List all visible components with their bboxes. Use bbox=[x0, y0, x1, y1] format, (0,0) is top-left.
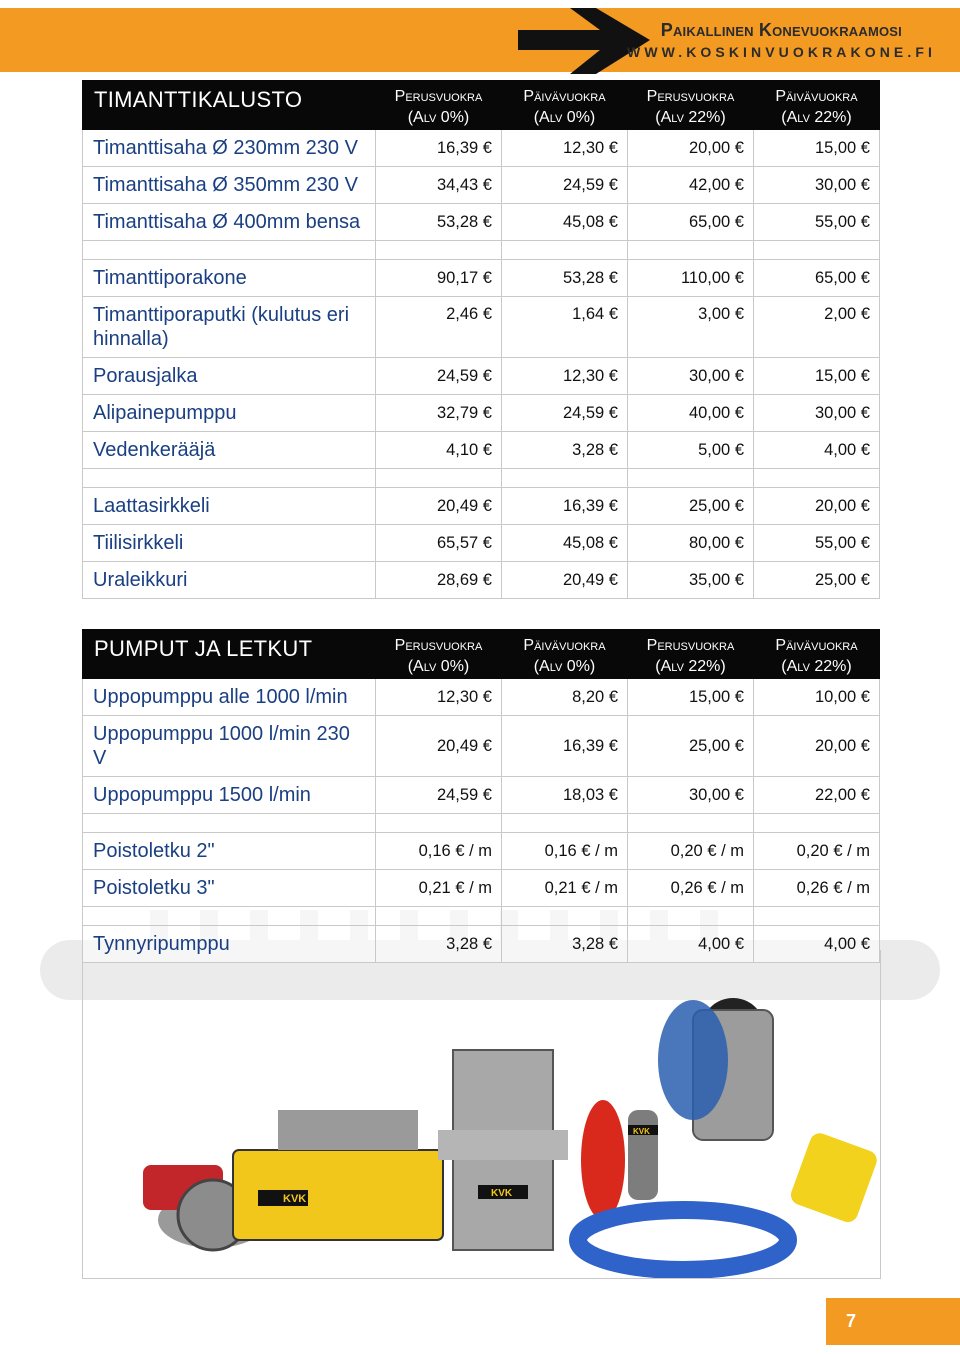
price-cell: 40,00 € bbox=[628, 395, 754, 432]
column-header-label: Päivävuokra bbox=[523, 87, 606, 105]
submersible-pump-icon bbox=[581, 1100, 658, 1220]
price-cell: 80,00 € bbox=[628, 525, 754, 562]
column-header bbox=[628, 630, 754, 679]
brand-url: WWW.KOSKINVUOKRAKONE.FI bbox=[627, 44, 936, 60]
column-header-vat: (Alv 22%) bbox=[655, 108, 726, 126]
table-header-row bbox=[83, 630, 880, 679]
price-cell: 53,28 € bbox=[376, 204, 502, 241]
table-row bbox=[83, 130, 880, 167]
column-header-vat: (Alv 0%) bbox=[407, 108, 470, 126]
price-cell: 16,39 € bbox=[502, 716, 628, 777]
product-name: Vedenkerääjä bbox=[83, 432, 376, 469]
price-cell: 24,59 € bbox=[502, 395, 628, 432]
table-row bbox=[83, 870, 880, 907]
column-header-vat: (Alv 0%) bbox=[533, 108, 596, 126]
table-row bbox=[83, 432, 880, 469]
spacer-cell bbox=[376, 814, 502, 833]
column-header-vat: (Alv 0%) bbox=[533, 657, 596, 675]
spacer-cell bbox=[628, 469, 754, 488]
spacer-cell bbox=[83, 241, 376, 260]
product-name: Poistoletku 3" bbox=[83, 870, 376, 907]
blue-hose-icon bbox=[578, 1210, 788, 1270]
spacer-cell bbox=[754, 814, 880, 833]
table-spacer-row bbox=[83, 241, 880, 260]
price-cell: 16,39 € bbox=[376, 130, 502, 167]
spacer-cell bbox=[376, 907, 502, 926]
price-cell: 5,00 € bbox=[628, 432, 754, 469]
product-name: Alipainepumppu bbox=[83, 395, 376, 432]
column-header-label: Perusvuokra bbox=[394, 87, 483, 105]
price-cell: 45,08 € bbox=[502, 525, 628, 562]
table-row bbox=[83, 833, 880, 870]
price-cell: 3,28 € bbox=[502, 432, 628, 469]
product-name: Timanttisaha Ø 400mm bensa bbox=[83, 204, 376, 241]
table-row bbox=[83, 525, 880, 562]
product-name: Tiilisirkkeli bbox=[83, 525, 376, 562]
column-header-vat: (Alv 22%) bbox=[781, 657, 852, 675]
table-row bbox=[83, 679, 880, 716]
equipment-label: KVK bbox=[633, 1127, 650, 1136]
price-cell: 20,00 € bbox=[628, 130, 754, 167]
price-cell: 55,00 € bbox=[754, 204, 880, 241]
price-cell: 25,00 € bbox=[628, 716, 754, 777]
price-cell: 12,30 € bbox=[502, 130, 628, 167]
spacer-cell bbox=[628, 241, 754, 260]
spacer-cell bbox=[376, 469, 502, 488]
price-cell: 15,00 € bbox=[754, 130, 880, 167]
product-name: Uraleikkuri bbox=[83, 562, 376, 599]
column-header-label: Perusvuokra bbox=[646, 636, 735, 654]
price-cell: 45,08 € bbox=[502, 204, 628, 241]
column-header bbox=[754, 630, 880, 679]
table-spacer-row bbox=[83, 907, 880, 926]
price-cell: 25,00 € bbox=[628, 488, 754, 525]
column-header bbox=[376, 81, 502, 130]
table-row bbox=[83, 777, 880, 814]
large-pump-icon bbox=[658, 998, 773, 1140]
equipment-label: 15m KVK bbox=[618, 1237, 689, 1254]
column-header bbox=[754, 81, 880, 130]
price-cell: 30,00 € bbox=[754, 167, 880, 204]
price-cell: 90,17 € bbox=[376, 260, 502, 297]
price-cell: 3,28 € bbox=[376, 926, 502, 963]
price-cell: 22,00 € bbox=[754, 777, 880, 814]
price-cell: 65,00 € bbox=[754, 260, 880, 297]
price-cell: 30,00 € bbox=[628, 358, 754, 395]
table-row bbox=[83, 562, 880, 599]
table-row bbox=[83, 395, 880, 432]
column-header-label: Päivävuokra bbox=[523, 636, 606, 654]
price-cell: 20,00 € bbox=[754, 488, 880, 525]
price-cell: 0,26 € / m bbox=[628, 870, 754, 907]
table-row bbox=[83, 260, 880, 297]
price-cell: 53,28 € bbox=[502, 260, 628, 297]
column-header-vat: (Alv 0%) bbox=[407, 657, 470, 675]
column-header bbox=[628, 81, 754, 130]
equipment-illustration bbox=[83, 950, 880, 1278]
product-name: Uppopumppu 1500 l/min bbox=[83, 777, 376, 814]
price-cell: 20,49 € bbox=[376, 716, 502, 777]
spacer-cell bbox=[628, 907, 754, 926]
price-cell: 0,26 € / m bbox=[754, 870, 880, 907]
equipment-label: KVK bbox=[491, 1188, 513, 1199]
price-cell: 2,00 € bbox=[754, 297, 880, 358]
price-cell: 32,79 € bbox=[376, 395, 502, 432]
price-cell: 28,69 € bbox=[376, 562, 502, 599]
spacer-cell bbox=[83, 814, 376, 833]
spacer-cell bbox=[83, 469, 376, 488]
price-cell: 0,20 € / m bbox=[754, 833, 880, 870]
brand-title: Paikallinen Konevuokraamosi bbox=[660, 20, 902, 40]
table-row bbox=[83, 297, 880, 358]
product-name: Timanttisaha Ø 350mm 230 V bbox=[83, 167, 376, 204]
equipment-label: KVK bbox=[283, 1193, 307, 1205]
product-name: Timanttiporaputki (kulutus eri hinnalla) bbox=[83, 297, 376, 358]
spacer-cell bbox=[83, 907, 376, 926]
price-cell: 25,00 € bbox=[754, 562, 880, 599]
table-row bbox=[83, 488, 880, 525]
price-cell: 34,43 € bbox=[376, 167, 502, 204]
price-cell: 3,28 € bbox=[502, 926, 628, 963]
product-name: Tynnyripumppu bbox=[83, 926, 376, 963]
price-cell: 20,49 € bbox=[376, 488, 502, 525]
table-row bbox=[83, 204, 880, 241]
spacer-cell bbox=[754, 241, 880, 260]
price-cell: 15,00 € bbox=[628, 679, 754, 716]
price-cell: 24,59 € bbox=[376, 358, 502, 395]
spacer-cell bbox=[502, 814, 628, 833]
column-header bbox=[502, 81, 628, 130]
spacer-cell bbox=[502, 907, 628, 926]
table-title: PUMPUT JA LETKUT bbox=[83, 630, 376, 679]
price-cell: 24,59 € bbox=[502, 167, 628, 204]
price-cell: 12,30 € bbox=[376, 679, 502, 716]
price-cell: 42,00 € bbox=[628, 167, 754, 204]
price-cell: 16,39 € bbox=[502, 488, 628, 525]
column-header-label: Päivävuokra bbox=[775, 87, 858, 105]
page-number: 7 bbox=[826, 1298, 960, 1345]
price-cell: 4,10 € bbox=[376, 432, 502, 469]
price-cell: 2,46 € bbox=[376, 297, 502, 358]
product-name: Laattasirkkeli bbox=[83, 488, 376, 525]
table-row bbox=[83, 716, 880, 777]
column-header-vat: (Alv 22%) bbox=[655, 657, 726, 675]
price-cell: 0,20 € / m bbox=[628, 833, 754, 870]
price-cell: 65,57 € bbox=[376, 525, 502, 562]
equipment-photo bbox=[82, 950, 881, 1279]
price-cell: 20,49 € bbox=[502, 562, 628, 599]
price-cell: 0,16 € / m bbox=[376, 833, 502, 870]
product-name: Uppopumppu alle 1000 l/min bbox=[83, 679, 376, 716]
price-cell: 0,21 € / m bbox=[376, 870, 502, 907]
table-spacer-row bbox=[83, 814, 880, 833]
price-cell: 10,00 € bbox=[754, 679, 880, 716]
price-cell: 4,00 € bbox=[754, 432, 880, 469]
price-table-pumput-ja-letkut bbox=[82, 629, 880, 963]
price-cell: 15,00 € bbox=[754, 358, 880, 395]
price-cell: 20,00 € bbox=[754, 716, 880, 777]
price-cell: 12,30 € bbox=[502, 358, 628, 395]
spacer-cell bbox=[754, 907, 880, 926]
product-name: Timanttiporakone bbox=[83, 260, 376, 297]
column-header bbox=[502, 630, 628, 679]
spacer-cell bbox=[754, 469, 880, 488]
tile-saw-icon bbox=[233, 1110, 443, 1240]
price-cell: 35,00 € bbox=[628, 562, 754, 599]
price-cell: 4,00 € bbox=[754, 926, 880, 963]
yellow-hose-icon bbox=[788, 1130, 879, 1224]
column-header bbox=[376, 630, 502, 679]
product-name: Timanttisaha Ø 230mm 230 V bbox=[83, 130, 376, 167]
price-cell: 0,16 € / m bbox=[502, 833, 628, 870]
price-cell: 18,03 € bbox=[502, 777, 628, 814]
column-header-vat: (Alv 22%) bbox=[781, 108, 852, 126]
table-title: TIMANTTIKALUSTO bbox=[83, 81, 376, 130]
product-name: Uppopumppu 1000 l/min 230 V bbox=[83, 716, 376, 777]
table-row bbox=[83, 358, 880, 395]
column-header-label: Perusvuokra bbox=[394, 636, 483, 654]
price-cell: 1,64 € bbox=[502, 297, 628, 358]
price-cell: 24,59 € bbox=[376, 777, 502, 814]
spacer-cell bbox=[376, 241, 502, 260]
price-cell: 30,00 € bbox=[754, 395, 880, 432]
price-cell: 110,00 € bbox=[628, 260, 754, 297]
product-name: Porausjalka bbox=[83, 358, 376, 395]
price-cell: 55,00 € bbox=[754, 525, 880, 562]
spacer-cell bbox=[502, 241, 628, 260]
table-row bbox=[83, 167, 880, 204]
price-cell: 3,00 € bbox=[628, 297, 754, 358]
product-name: Poistoletku 2" bbox=[83, 833, 376, 870]
column-header-label: Päivävuokra bbox=[775, 636, 858, 654]
spacer-cell bbox=[628, 814, 754, 833]
price-cell: 8,20 € bbox=[502, 679, 628, 716]
price-cell: 0,21 € / m bbox=[502, 870, 628, 907]
press-machine-icon bbox=[438, 1050, 568, 1250]
table-header-row bbox=[83, 81, 880, 130]
price-table-timanttikalusto bbox=[82, 80, 880, 599]
price-cell: 30,00 € bbox=[628, 777, 754, 814]
column-header-label: Perusvuokra bbox=[646, 87, 735, 105]
spacer-cell bbox=[502, 469, 628, 488]
price-cell: 4,00 € bbox=[628, 926, 754, 963]
price-cell: 65,00 € bbox=[628, 204, 754, 241]
table-spacer-row bbox=[83, 469, 880, 488]
